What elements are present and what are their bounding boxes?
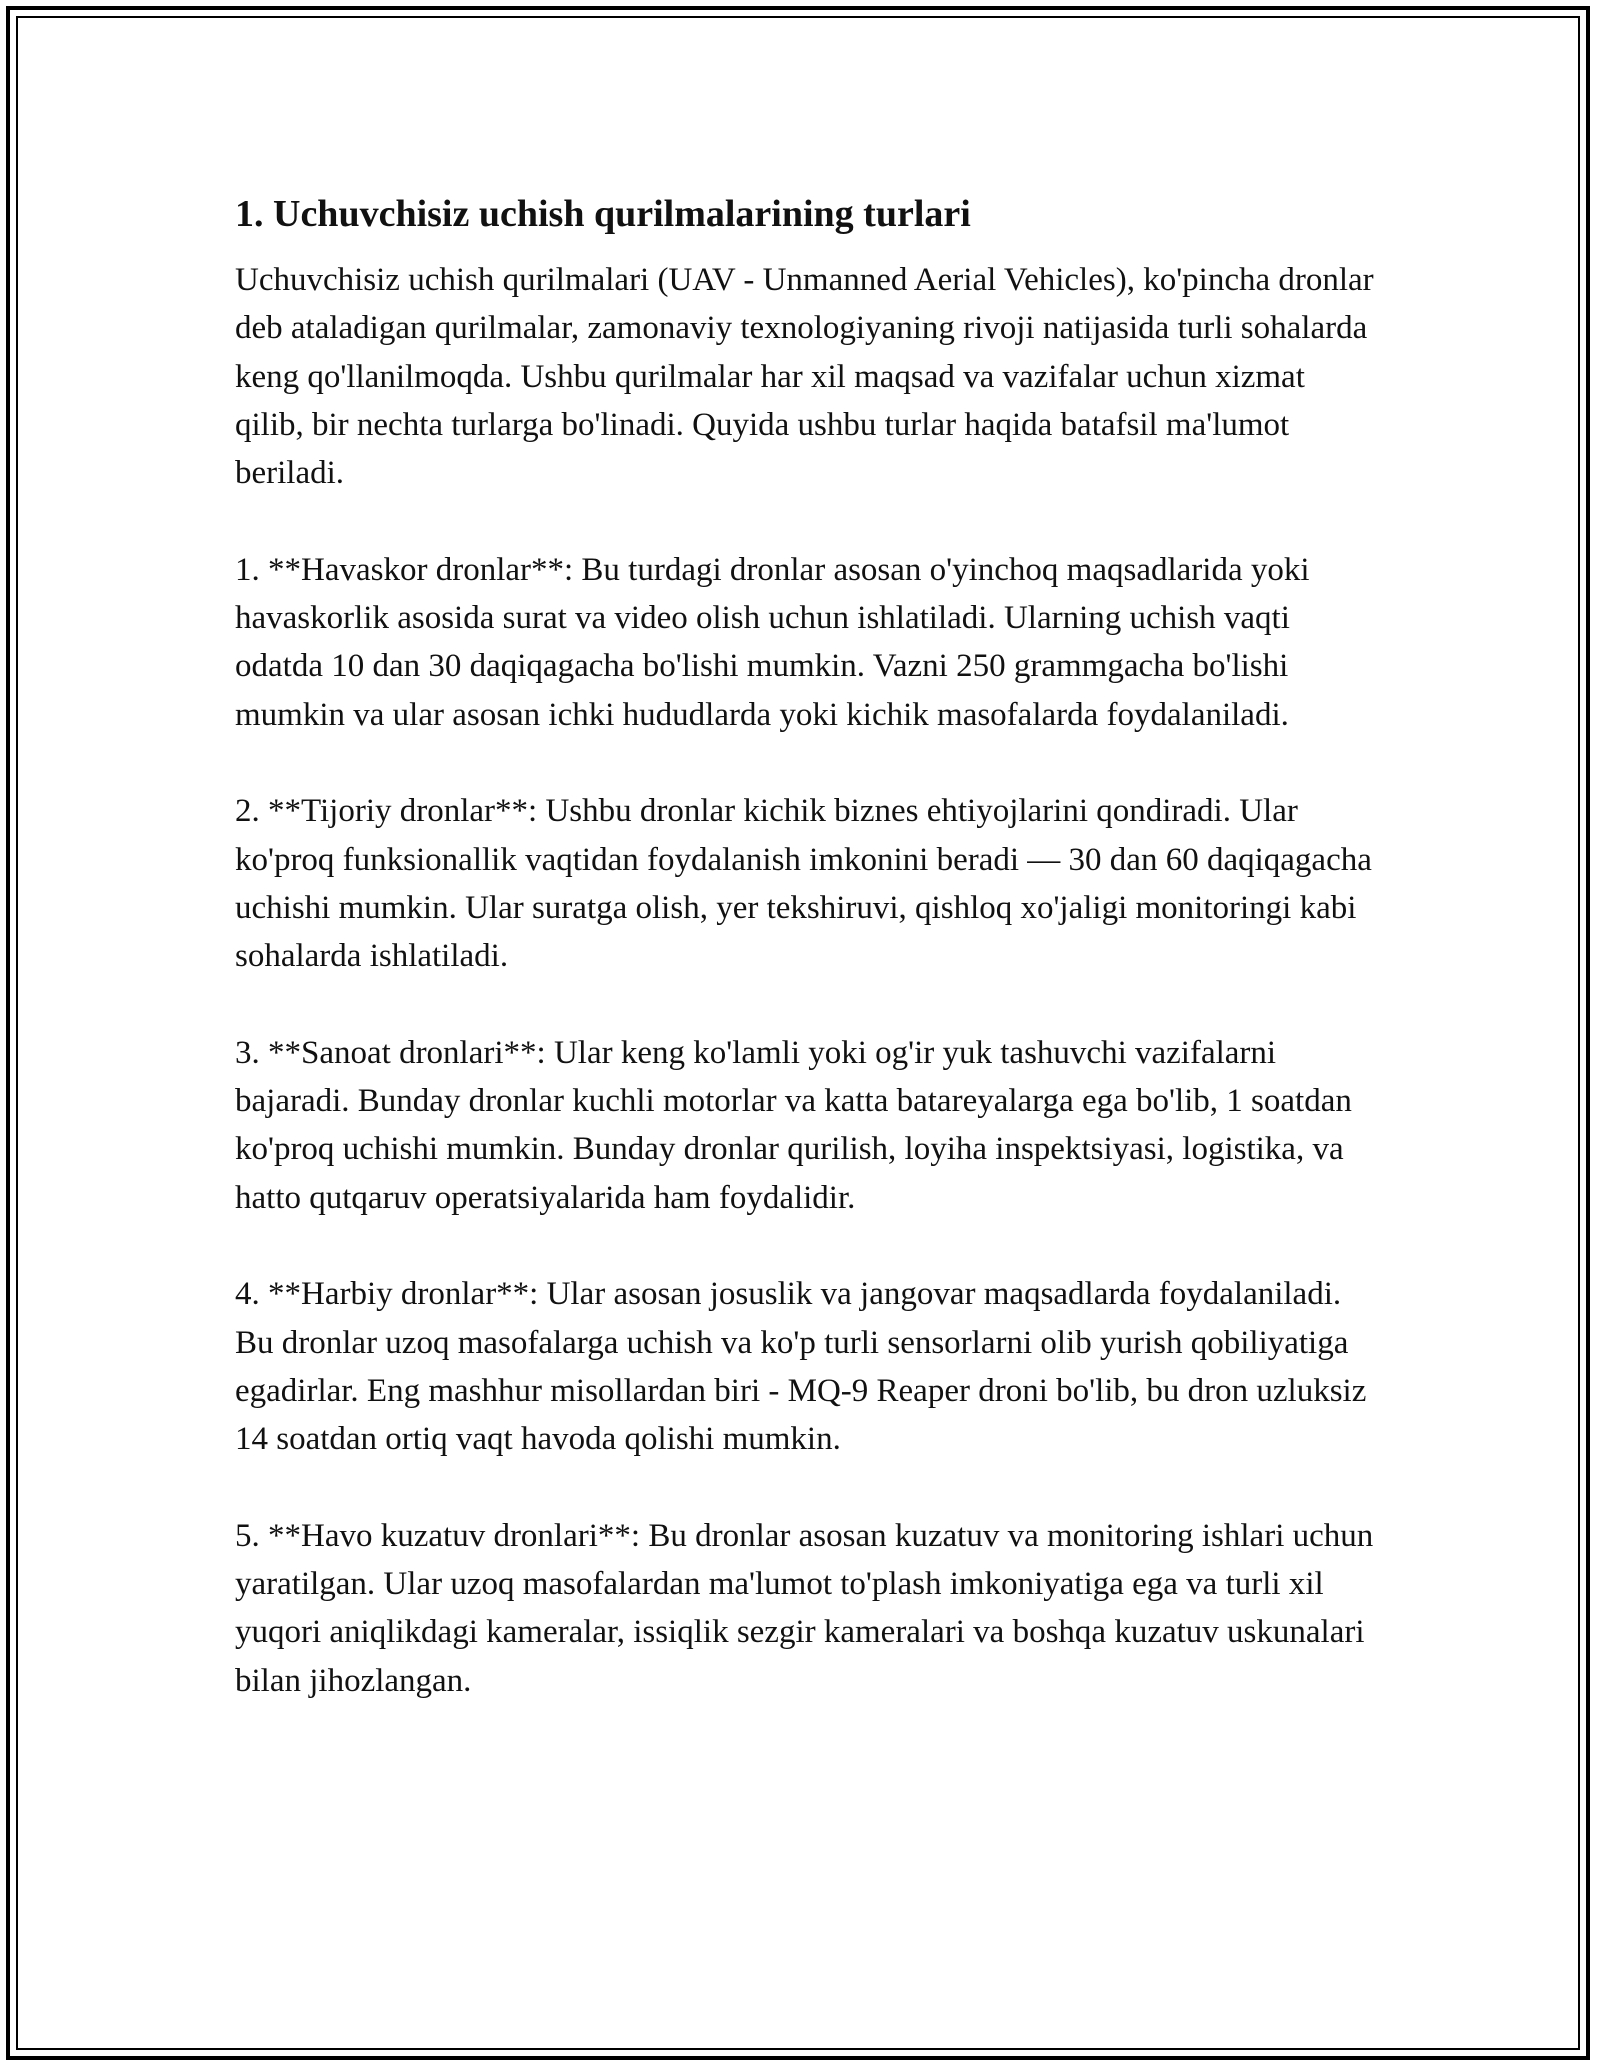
document-title: 1. Uchuvchisiz uchish qurilmalarining turlari xyxy=(235,193,971,235)
paragraph-military-drones: 4. **Harbiy dronlar**: Ular asosan josuslik va jangovar maqsadlarda foydalaniladi. Bu dronlar uzoq masofalarga uchish va ko'p turli sensorlarni olib yurish qobiliyatiga egadirlar. Eng mashhur misollardan biri - MQ-9 Reaper droni bo'lib, bu dron uzluksiz 14 soatdan ortiq vaqt havoda qolishi mumkin. xyxy=(235,1276,1367,1458)
paragraph-industrial-drones: 3. **Sanoat dronlari**: Ular keng ko'lamli yoki og'ir yuk tashuvchi vazifalarni bajaradi. Bunday dronlar kuchli motorlar va katta batareyalarga ega bo'lib, 1 soatdan ko'proq uchishi mumkin. Bunday dronlar qurilish, loyiha inspektsiyasi, logistika, va hatto qutqaruv operatsiyalarida ham foydalidir. xyxy=(235,1034,1352,1216)
paragraph-hobby-drones: 1. **Havaskor dronlar**: Bu turdagi dronlar asosan o'yinchoq maqsadlarida yoki havaskorlik asosida surat va video olish uchun ishlatiladi. Ularning uchish vaqti odatda 10 dan 30 daqiqagacha bo'lishi mumkin. Vazni 250 grammgacha bo'lishi mumkin va ular asosan ichki hududlarda yoki kichik masofalarda foydalaniladi. xyxy=(235,551,1310,733)
document-body xyxy=(235,186,1375,1753)
paragraph-surveillance-drones: 5. **Havo kuzatuv dronlari**: Bu dronlar asosan kuzatuv va monitoring ishlari uchun yaratilgan. Ular uzoq masofalardan ma'lumot to'plash imkoniyatiga ega va turli xil yuqori aniqlikdagi kameralar, issiqlik sezgir kameralari va boshqa kuzatuv uskunalari bilan jihozlangan. xyxy=(235,1517,1374,1699)
intro-paragraph: Uchuvchisiz uchish qurilmalari (UAV - Unmanned Aerial Vehicles), ko'pincha dronlar deb ataladigan qurilmalar, zamonaviy texnologiyaning rivoji natijasida turli sohalarda keng qo'llanilmoqda. Ushbu qurilmalar har xil maqsad va vazifalar uchun xizmat qilib, bir nechta turlarga bo'linadi. Quyida ushbu turlar haqida batafsil ma'lumot beriladi. xyxy=(235,262,1374,492)
paragraph-commercial-drones: 2. **Tijoriy dronlar**: Ushbu dronlar kichik biznes ehtiyojlarini qondiradi. Ular ko'proq funksionallik vaqtidan foydalanish imkonini beradi — 30 dan 60 daqiqagacha uchishi mumkin. Ular suratga olish, yer tekshiruvi, qishloq xo'jaligi monitoringi kabi sohalarda ishlatiladi. xyxy=(235,793,1372,975)
